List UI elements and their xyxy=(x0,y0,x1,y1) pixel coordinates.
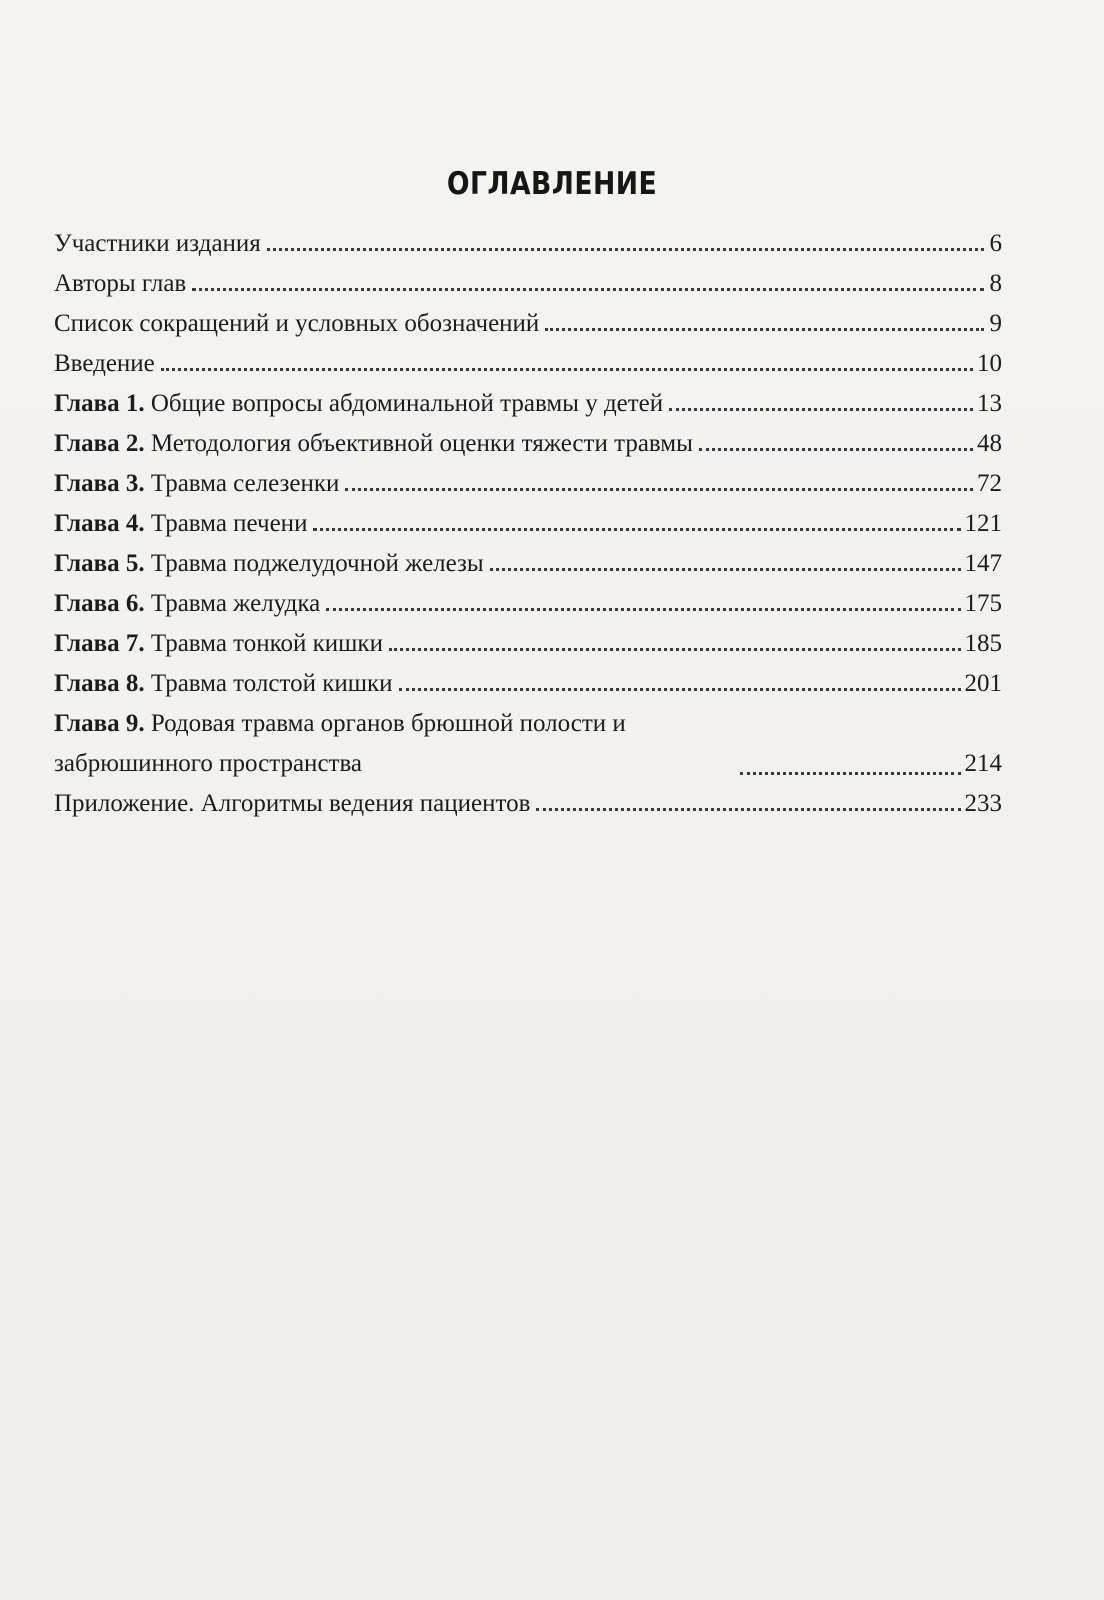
toc-chapter-label: Глава 3. xyxy=(54,470,145,497)
toc-entry xyxy=(54,504,1002,544)
toc-entry xyxy=(54,664,1002,704)
toc-page-number: 121 xyxy=(964,510,1002,537)
toc-chapter-label: Глава 4. xyxy=(54,510,145,537)
toc-entry-title: Список сокращений и условных обозначений xyxy=(54,310,540,337)
toc-entry-text xyxy=(54,544,484,584)
toc-page-number: 214 xyxy=(964,750,1002,777)
toc-entry-title: Травма желудка xyxy=(150,590,321,617)
toc-leader-dots xyxy=(669,408,973,411)
toc-entry xyxy=(54,544,1002,584)
page-title: ОГЛАВЛЕНИЕ xyxy=(446,166,658,202)
toc-leader-dots xyxy=(545,328,984,331)
toc-entry-text xyxy=(54,224,261,264)
toc-leader-dots xyxy=(399,688,961,691)
toc-chapter-label: Глава 7. xyxy=(54,630,145,657)
toc-leader-dots xyxy=(536,808,960,811)
toc-entry-text xyxy=(54,504,307,544)
toc-entry xyxy=(54,784,1002,824)
toc-entry-text xyxy=(54,424,693,464)
toc-entry-title: Травма тонкой кишки xyxy=(150,630,383,657)
toc-entry xyxy=(54,264,1002,304)
toc-entry xyxy=(54,224,1002,264)
toc-entry-title: Травма селезенки xyxy=(150,470,340,497)
toc-entry-text xyxy=(54,464,339,504)
toc-page-number: 48 xyxy=(977,430,1002,457)
toc-page-number: 185 xyxy=(964,630,1002,657)
toc-entry-title: Травма толстой кишки xyxy=(150,670,393,697)
toc-page-number: 233 xyxy=(964,790,1002,817)
toc-entry xyxy=(54,464,1002,504)
toc-chapter-label: Глава 9. xyxy=(54,710,145,737)
toc-entry xyxy=(54,384,1002,424)
toc-page-number: 72 xyxy=(977,470,1002,497)
toc-entry xyxy=(54,624,1002,664)
toc-entry-title: Авторы глав xyxy=(54,270,187,297)
toc-page-number: 10 xyxy=(977,350,1002,377)
toc-entry-text xyxy=(54,304,539,344)
toc-chapter-label: Глава 5. xyxy=(54,550,145,577)
toc-page-number: 6 xyxy=(989,230,1002,257)
toc-entry xyxy=(54,704,1002,784)
toc-chapter-label: Глава 6. xyxy=(54,590,145,617)
toc-entry-title: Введение xyxy=(54,350,155,377)
toc-entry-title: Общие вопросы абдоминальной травмы у детей xyxy=(150,390,664,417)
toc-leader-dots xyxy=(192,288,984,291)
toc-page-number: 175 xyxy=(964,590,1002,617)
table-of-contents xyxy=(54,224,1002,824)
toc-leader-dots xyxy=(699,448,973,451)
toc-entry-title: Травма поджелудочной железы xyxy=(150,550,484,577)
toc-entry-text xyxy=(54,584,320,624)
toc-entry-text xyxy=(54,704,734,784)
toc-entry-text xyxy=(54,664,393,704)
toc-entry-text xyxy=(54,784,530,824)
toc-entry-title: Приложение. Алгоритмы ведения пациентов xyxy=(54,790,531,817)
toc-leader-dots xyxy=(345,488,973,491)
toc-leader-dots xyxy=(326,608,960,611)
toc-page-number: 8 xyxy=(989,270,1002,297)
toc-entry xyxy=(54,304,1002,344)
toc-entry-title: Участники издания xyxy=(54,230,261,257)
toc-leader-dots xyxy=(161,368,973,371)
toc-chapter-label: Глава 1. xyxy=(54,390,145,417)
toc-entry-title: Родовая травма органов брюшной полости и забрюшинного пространства xyxy=(54,710,626,777)
toc-leader-dots xyxy=(490,568,961,571)
toc-entry-text xyxy=(54,264,186,304)
toc-entry-text xyxy=(54,624,383,664)
toc-page-number: 147 xyxy=(964,550,1002,577)
toc-page-number: 13 xyxy=(977,390,1002,417)
toc-leader-dots xyxy=(313,528,960,531)
toc-page-number: 201 xyxy=(964,670,1002,697)
toc-entry-title: Травма печени xyxy=(150,510,308,537)
toc-entry-text xyxy=(54,344,155,384)
toc-entry-text xyxy=(54,384,663,424)
toc-leader-dots xyxy=(740,772,961,775)
toc-leader-dots xyxy=(389,648,961,651)
toc-chapter-label: Глава 8. xyxy=(54,670,145,697)
toc-entry xyxy=(54,584,1002,624)
toc-page-number: 9 xyxy=(989,310,1002,337)
toc-chapter-label: Глава 2. xyxy=(54,430,145,457)
toc-entry xyxy=(54,424,1002,464)
toc-entry-title: Методология объективной оценки тяжести травмы xyxy=(150,430,693,457)
toc-entry xyxy=(54,344,1002,384)
toc-leader-dots xyxy=(267,248,984,251)
